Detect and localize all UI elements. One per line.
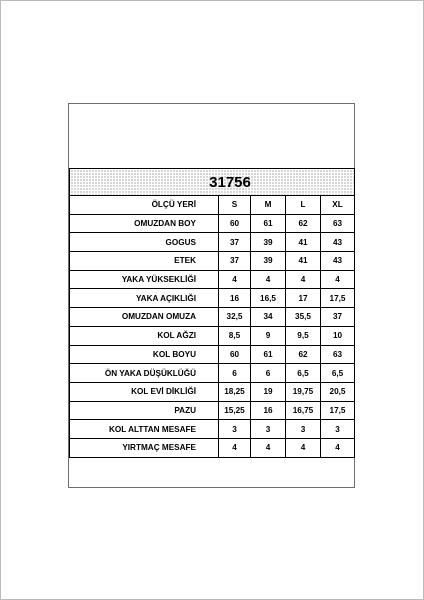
measure-value: 17,5 [321, 401, 355, 420]
measure-value: 19 [251, 382, 286, 401]
measure-value: 43 [321, 233, 355, 252]
measure-value: 60 [219, 345, 251, 364]
measure-name: KOL ALTTAN MESAFE [70, 420, 219, 439]
table-row [70, 420, 355, 439]
measure-value: 61 [251, 214, 286, 233]
size-chart-table [69, 168, 355, 458]
table-row [70, 252, 355, 271]
measure-value: 6,5 [286, 364, 321, 383]
measure-value: 4 [321, 438, 355, 457]
measure-value: 16 [251, 401, 286, 420]
table-row [70, 438, 355, 457]
measure-value: 37 [321, 308, 355, 327]
measure-name: KOL BOYU [70, 345, 219, 364]
header-size-s: S [219, 196, 251, 215]
measure-value: 35,5 [286, 308, 321, 327]
measure-name: ETEK [70, 252, 219, 271]
measure-value: 62 [286, 214, 321, 233]
measure-name: YAKA YÜKSEKLİĞİ [70, 270, 219, 289]
measure-value: 3 [321, 420, 355, 439]
measure-name: OMUZDAN OMUZA [70, 308, 219, 327]
measure-value: 20,5 [321, 382, 355, 401]
model-code [70, 169, 355, 196]
table-row [70, 270, 355, 289]
measure-value: 61 [251, 345, 286, 364]
measure-name: KOL EVİ DİKLİĞİ [70, 382, 219, 401]
measure-value: 17,5 [321, 289, 355, 308]
measure-value: 3 [219, 420, 251, 439]
measure-value: 60 [219, 214, 251, 233]
measure-value: 18,25 [219, 382, 251, 401]
model-code-text: 31756 [209, 173, 251, 191]
measure-name: PAZU [70, 401, 219, 420]
header-size-l: L [286, 196, 321, 215]
measure-value: 10 [321, 326, 355, 345]
measure-value: 4 [251, 270, 286, 289]
measure-value: 6,5 [321, 364, 355, 383]
table-row [70, 308, 355, 327]
measure-value: 16,75 [286, 401, 321, 420]
table-row [70, 326, 355, 345]
measure-value: 15,25 [219, 401, 251, 420]
measure-value: 4 [219, 270, 251, 289]
table-row [70, 401, 355, 420]
measure-value: 37 [219, 233, 251, 252]
measure-value: 4 [219, 438, 251, 457]
measure-value: 4 [286, 270, 321, 289]
table-row [70, 233, 355, 252]
measure-value: 39 [251, 233, 286, 252]
title-row [70, 169, 355, 196]
measure-name: OMUZDAN BOY [70, 214, 219, 233]
table-row [70, 382, 355, 401]
header-size-m: M [251, 196, 286, 215]
measure-name: YIRTMAÇ MESAFE [70, 438, 219, 457]
measure-value: 6 [219, 364, 251, 383]
measure-value: 41 [286, 233, 321, 252]
table-row [70, 289, 355, 308]
header-size-xl: XL [321, 196, 355, 215]
measure-value: 39 [251, 252, 286, 271]
measure-value: 16 [219, 289, 251, 308]
measure-value: 41 [286, 252, 321, 271]
header-measure-point: ÖLÇÜ YERİ [70, 196, 219, 215]
measure-value: 43 [321, 252, 355, 271]
measure-name: ÖN YAKA DÜŞÜKLÜĞÜ [70, 364, 219, 383]
measure-value: 63 [321, 345, 355, 364]
size-chart-sheet [68, 103, 355, 488]
measure-value: 3 [251, 420, 286, 439]
measure-value: 9 [251, 326, 286, 345]
table-row [70, 345, 355, 364]
measure-name: YAKA AÇIKLIĞI [70, 289, 219, 308]
measure-value: 34 [251, 308, 286, 327]
measure-value: 8,5 [219, 326, 251, 345]
measure-value: 17 [286, 289, 321, 308]
measure-value: 32,5 [219, 308, 251, 327]
measure-value: 19,75 [286, 382, 321, 401]
measure-value: 6 [251, 364, 286, 383]
measure-name: GOGUS [70, 233, 219, 252]
table-row [70, 214, 355, 233]
measure-value: 37 [219, 252, 251, 271]
measure-value: 63 [321, 214, 355, 233]
measure-value: 4 [251, 438, 286, 457]
measure-value: 16,5 [251, 289, 286, 308]
table-row [70, 364, 355, 383]
measure-value: 4 [286, 438, 321, 457]
measure-name: KOL AĞZI [70, 326, 219, 345]
measure-value: 4 [321, 270, 355, 289]
measure-value: 62 [286, 345, 321, 364]
measure-value: 9,5 [286, 326, 321, 345]
header-row [70, 196, 355, 215]
measure-value: 3 [286, 420, 321, 439]
